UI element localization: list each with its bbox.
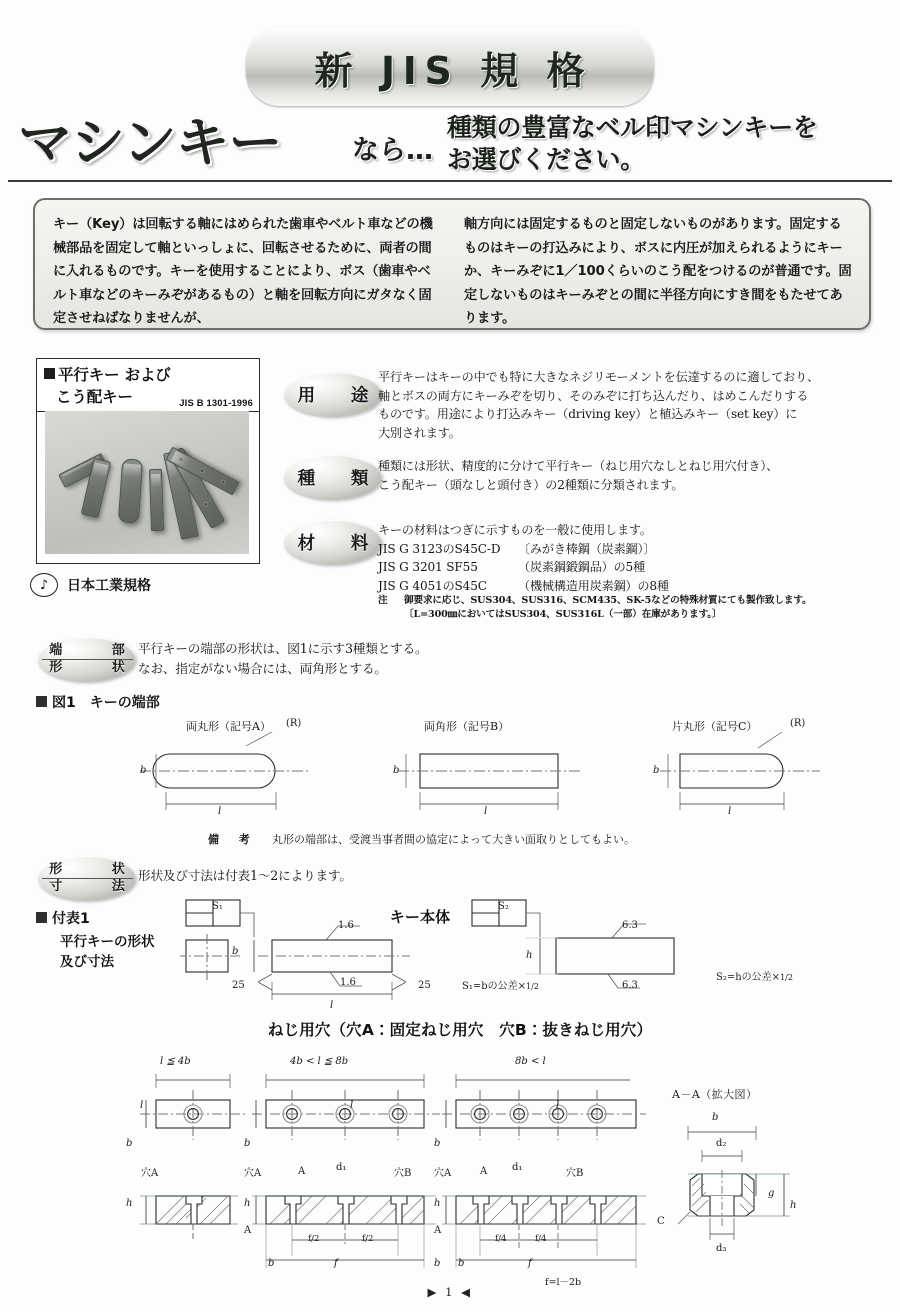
key-body-heading: キー本体 [389, 908, 451, 926]
hole-case-3-d1: d₁ [512, 1162, 523, 1173]
jis-badge-label: 新 JIS 規 格 [314, 48, 593, 93]
standard-code: JIS B 1301-1996 [179, 397, 253, 408]
detail-aa-dim-d2: d₂ [716, 1138, 727, 1149]
material-desc-2: （炭素鋼鍛鋼品）の5種 [518, 560, 646, 575]
hole-case-3-label-a: 穴A [434, 1168, 452, 1179]
product-title-line-1-text: 平行キー および [58, 366, 171, 384]
purpose-line-2: 軸とボスの両方にキーみぞを切り、そのみぞに打ち込んだり、はめこんだりする [378, 388, 809, 403]
material-note-label: 注 [378, 595, 388, 606]
section-oval-shape-dim [38, 856, 136, 900]
section-oval-types-label: 種 類 [297, 468, 378, 489]
section-oval-material [284, 520, 382, 564]
tagline-line-2: お選びください。 [447, 145, 646, 174]
formula-s2-half: 1/2 [780, 973, 793, 982]
hole-case-3-section-mark: A [480, 1166, 488, 1177]
fig1-caption-c: 片丸形（記号C） [672, 720, 758, 733]
s1-symbol: S₁ [212, 901, 223, 912]
formula-s2-text: S₂=hの公差× [716, 972, 781, 983]
fig1-remark-text: 丸形の端部は、受渡当事者間の協定によって大きい面取りとしてもよい。 [272, 833, 635, 846]
roughness-16-bottom: 1.6 [340, 977, 356, 988]
hole-case-3-dim-f: f [528, 1258, 532, 1269]
formula-s1-half: 1/2 [526, 982, 539, 991]
product-photo [45, 411, 249, 554]
types-line-1: 種類には形状、精度的に分けて平行キー（ねじ用穴なしとねじ用穴付き）、 [378, 459, 779, 473]
hole-case-2-label-a: 穴A [244, 1168, 262, 1179]
fig1-remark-label: 備 考 [208, 833, 255, 846]
hole-case-2-label-b: 穴B [394, 1168, 412, 1179]
product-panel [36, 358, 260, 564]
roughness-63-bottom: 6.3 [622, 980, 638, 991]
end-form-line-2: なお、指定がない場合には、両角形とする。 [138, 661, 387, 677]
header-divider [8, 180, 892, 182]
section-text-purpose [378, 368, 888, 443]
material-note-line-2: 〔L=300㎜においてはSUS304、SUS316L（一部）在庫があります。〕 [404, 608, 722, 620]
s2-symbol: S₂ [498, 901, 509, 912]
end-form-label-top: 端 部 [42, 643, 133, 660]
fig1-dim-b-c: b [653, 765, 660, 776]
section-oval-end-form [38, 637, 136, 681]
bullet-square-icon [36, 696, 47, 707]
section-oval-material-label: 材 料 [297, 533, 378, 554]
section-text-end-form [138, 639, 778, 680]
hole-case-3-section-arrow: A [434, 1225, 442, 1236]
figure-1-heading [36, 692, 160, 712]
material-note-line-1: 御要求に応じ、SUS304、SUS316、SCM435、SK-5などの特殊材質にても製作致します。 [404, 595, 812, 606]
detail-aa-chamfer: C [657, 1216, 665, 1227]
section-text-types [378, 457, 888, 494]
key-body-dim-l: l [330, 1000, 334, 1011]
shape-dim-label-top: 形 状 [42, 862, 133, 879]
tagline-line-1: 種類の豊富なベル印マシンキーを [447, 113, 818, 142]
fig1-caption-b: 両角形（記号B） [424, 720, 510, 733]
page-header [0, 0, 900, 188]
hole-case-2-dim-h: h [244, 1198, 251, 1209]
product-title-line-2: こう配キー [56, 388, 133, 406]
material-row-1 [378, 540, 898, 559]
machine-key-nara: なら… [352, 135, 433, 166]
table-1-sub-1: 平行キーの形状 [60, 934, 155, 950]
section-text-shape-dim: 形状及び寸法は付表1～2によります。 [138, 868, 352, 883]
figure-1-heading-text: 図1 キーの端部 [52, 695, 160, 711]
hole-case-3-dim-b: b [434, 1138, 441, 1149]
hole-case-3-condition: 8b < l [515, 1056, 546, 1067]
key-body-dim-b: b [232, 946, 239, 957]
material-line-1: キーの材料はつぎに示すものを一般に使用します。 [378, 523, 652, 537]
hole-case-2-section-mark: A [298, 1166, 306, 1177]
hole-case-2-dim-l: l [350, 1100, 354, 1111]
intro-text-left: キー（Key）は回転する軸にはめられた歯車やベルト車などの機械部品を固定して軸といっしょに、回転させるために、両者の間に入れるものです。キーを使用することにより、ボス（歯車やベルト車などのキーみぞがあるもの）と軸を回転方向にガタなく固定させねばなりませんが、 [53, 217, 433, 326]
formula-s1-text: S₁=bの公差× [462, 981, 527, 992]
purpose-line-1: 平行キーはキーの中でも特に大きなネジリモーメントを伝達するのに適しており、 [378, 370, 820, 384]
figure-detail-aa [660, 1108, 860, 1278]
purpose-line-3: ものです。用途により打込みキー（driving key）と植込みキー（set key）に [378, 407, 798, 422]
hole-case-2-dim-b: b [244, 1138, 251, 1149]
hole-case-1-condition: l ≦ 4b [160, 1056, 191, 1067]
detail-aa-title: A－A（拡大図） [672, 1088, 758, 1101]
hole-case-2-spacing-1: f/2 [308, 1234, 320, 1244]
bullet-square-icon [36, 912, 47, 923]
types-line-2: こう配キー（頭なしと頭付き）の2種類に分類されます。 [378, 477, 684, 492]
roughness-16-top: 1.6 [338, 920, 354, 931]
material-note-row-1 [378, 594, 898, 608]
material-desc-3: （機械構造用炭素鋼）の8種 [518, 579, 669, 594]
section-text-material [378, 521, 898, 596]
detail-aa-dim-g: g [768, 1188, 775, 1199]
jis-standard-badge [246, 28, 654, 106]
intro-text-right: 軸方向には固定するものと固定しないものがあります。固定するものはキーの打込みにより、ボスに内圧が加えられるようにキーか、キーみぞに1／100くらいのこう配をつけるのが普通です。固定しないものはキーみぞとの間に半径方向にすき間をもたせてあります。 [464, 217, 852, 326]
material-spec-2: JIS G 3201 SF55 [378, 560, 478, 575]
fig1-dim-l-c: l [728, 806, 732, 817]
hole-case-2-dim-f: f [334, 1258, 338, 1269]
chamfer-25-left: 25 [232, 980, 245, 991]
hole-case-1-dim-b: b [126, 1138, 133, 1149]
section-oval-types [284, 455, 382, 499]
bullet-square-icon [44, 368, 55, 379]
fig1-dim-l-a: l [218, 806, 222, 817]
table-1-heading-text: 付表1 [52, 911, 90, 927]
fig1-dim-b-a: b [140, 765, 147, 776]
key-body-dim-h: h [526, 950, 533, 961]
material-spec-1: JIS G 3123のS45C-D [378, 541, 501, 556]
hole-case-2-spacing-2: f/2 [362, 1234, 374, 1244]
fig1-dim-l-b: l [484, 806, 488, 817]
section-oval-purpose-label: 用 途 [297, 385, 378, 406]
material-note [378, 594, 898, 622]
product-title-line-1 [44, 363, 253, 385]
material-spec-3: JIS G 4051のS45C [378, 579, 487, 594]
jis-logo-icon: ♪ [30, 573, 58, 597]
hole-case-3-spacing-1: f/4 [495, 1234, 507, 1244]
hole-case-1-dim-l: l [140, 1100, 144, 1111]
detail-aa-dim-b: b [712, 1112, 719, 1123]
detail-aa-dim-h: h [790, 1200, 797, 1211]
hole-case-2-edge-left: b [268, 1258, 275, 1269]
section-oval-purpose [284, 372, 382, 416]
detail-aa-dim-d3: d₃ [716, 1243, 727, 1254]
table-1-heading [36, 908, 90, 928]
fig1-caption-a: 両丸形（記号A） [186, 720, 271, 733]
screw-holes-heading: ねじ用穴（穴A：固定ねじ用穴 穴B：抜きねじ用穴） [267, 1021, 653, 1039]
hole-case-2-condition: 4b < l ≦ 8b [290, 1056, 349, 1067]
hole-case-1-dim-h: h [126, 1198, 133, 1209]
hole-case-2-section-arrow: A [244, 1225, 252, 1236]
product-panel-header [37, 359, 259, 412]
purpose-line-4: 大別されます。 [378, 426, 461, 441]
page-footer: ▶ 1 ◀ [427, 1285, 473, 1299]
chamfer-25-right: 25 [418, 980, 431, 991]
end-form-line-1: 平行キーの端部の形状は、図1に示す3種類とする。 [138, 641, 428, 656]
material-row-2 [378, 558, 898, 577]
hole-case-3-spacing-2: f/4 [535, 1234, 547, 1244]
shape-dim-label-bottom: 寸 法 [49, 878, 133, 894]
hole-case-1-label-a: 穴A [141, 1168, 159, 1179]
jis-mark-label: 日本工業規格 [67, 578, 151, 594]
formula-s2 [716, 968, 793, 983]
table-1-sub-2: 及び寸法 [60, 954, 114, 970]
machine-key-title-text: マシンキー [18, 111, 282, 174]
hole-case-3-dim-h: h [434, 1198, 441, 1209]
hole-case-3-edge-left: b [458, 1258, 465, 1269]
fig1-dim-b-b: b [393, 765, 400, 776]
hole-case-3-dim-l: l [556, 1100, 560, 1111]
hole-case-2-edge-right: b [434, 1258, 441, 1269]
fig1-radius-a: (R) [286, 718, 302, 729]
holes-formula: f=l－2b [545, 1277, 582, 1288]
intro-box [33, 198, 871, 330]
end-form-label-bottom: 形 状 [49, 659, 133, 675]
jis-mark [30, 570, 230, 600]
hole-case-2-d1: d₁ [336, 1162, 347, 1173]
fig1-radius-c: (R) [790, 718, 806, 729]
roughness-63-top: 6.3 [622, 920, 638, 931]
tagline [447, 112, 887, 176]
hole-case-3-label-b: 穴B [566, 1168, 584, 1179]
material-desc-1: 〔みがき棒鋼（炭素鋼）〕 [518, 541, 656, 556]
